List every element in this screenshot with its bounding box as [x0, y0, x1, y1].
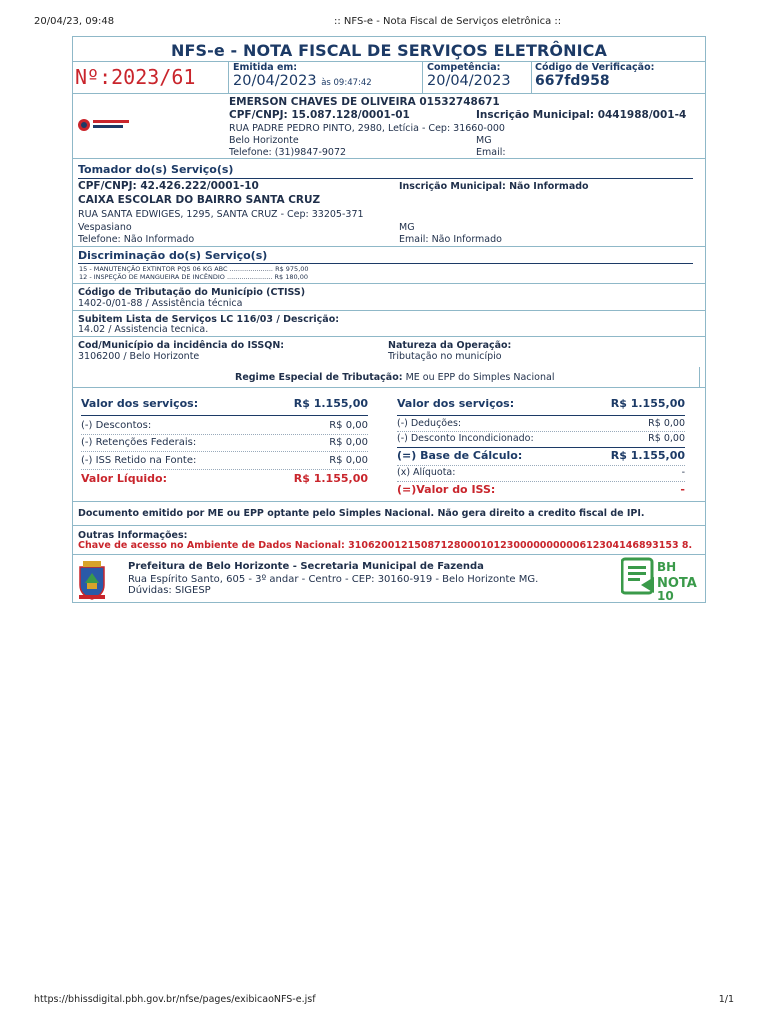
- divider: [699, 367, 700, 387]
- discriminacao-section-title: Discriminação do(s) Serviço(s): [78, 249, 268, 262]
- divider: [73, 501, 705, 502]
- desconto-incond-label: (-) Desconto Incondicionado:: [397, 433, 534, 444]
- natureza-value: Tributação no município: [388, 351, 502, 362]
- divider: [73, 310, 705, 311]
- valores-left: [81, 389, 368, 495]
- bh-logo-text-3: 10: [657, 589, 674, 601]
- prestador-uf: MG: [476, 135, 492, 146]
- subitem-value: 14.02 / Assistencia tecnica.: [78, 324, 209, 335]
- emitida-label: Emitida em:: [233, 62, 298, 73]
- tomador-uf: MG: [399, 222, 415, 233]
- divider: [73, 283, 705, 284]
- bh-logo-text-1: BH: [657, 560, 677, 574]
- aliquota-value: -: [681, 467, 685, 478]
- print-datetime: 20/04/23, 09:48: [34, 16, 115, 27]
- bh-logo-text-2: NOTA: [657, 576, 697, 591]
- outras-label: Outras Informações:: [78, 530, 188, 541]
- tomador-inscricao: Inscrição Municipal: Não Informado: [399, 181, 589, 192]
- divider: [422, 61, 423, 93]
- row-underline: [81, 469, 368, 470]
- natureza-label: Natureza da Operação:: [388, 340, 512, 351]
- ctiss-label: Código de Tributação do Município (CTISS): [78, 287, 306, 298]
- emitida-date: 20/04/2023: [233, 73, 317, 89]
- tomador-address: RUA SANTA EDWIGES, 1295, SANTA CRUZ - Cep: 33205-371: [78, 209, 364, 220]
- deducoes-label: (-) Deduções:: [397, 418, 462, 429]
- footer-org: Prefeitura de Belo Horizonte - Secretaria Municipal de Fazenda: [128, 561, 484, 572]
- footer-duvidas: Dúvidas: SIGESP: [128, 585, 211, 596]
- divider: [73, 387, 705, 388]
- bh-nota-10-logo: [621, 557, 703, 601]
- service-line-2: 12 - INSPEÇÃO DE MANGUEIRA DE INCÊNDIO ...................... R$ 180,00: [79, 273, 308, 281]
- tomador-section-title: Tomador do(s) Serviço(s): [78, 163, 234, 176]
- retencoes-label: (-) Retenções Federais:: [81, 437, 197, 448]
- prestador-address: RUA PADRE PEDRO PINTO, 2980, Letícia - Cep: 31660-000: [229, 123, 505, 134]
- codigo-verificacao-value: 667fd958: [535, 73, 610, 89]
- row-underline: [397, 431, 685, 432]
- tomador-name: CAIXA ESCOLAR DO BAIRRO SANTA CRUZ: [78, 194, 321, 206]
- descontos-label: (-) Descontos:: [81, 420, 152, 431]
- divider: [73, 525, 705, 526]
- prestador-email: Email:: [476, 147, 506, 158]
- issqn-label: Cod/Município da incidência do ISSQN:: [78, 340, 285, 351]
- valor-iss-value: -: [680, 483, 685, 496]
- valor-iss-label: (=)Valor do ISS:: [397, 483, 496, 496]
- print-page-number: 1/1: [718, 994, 734, 1005]
- prestador-name: EMERSON CHAVES DE OLIVEIRA 01532748671: [229, 96, 500, 108]
- emitida-time: às 09:47:42: [321, 78, 372, 88]
- tomador-email: Email: Não Informado: [399, 234, 502, 245]
- section-underline: [78, 263, 693, 264]
- footer-address: Rua Espírito Santo, 605 - 3º andar - Centro - CEP: 30160-919 - Belo Horizonte MG.: [128, 574, 539, 585]
- divider: [73, 93, 705, 94]
- descontos-value: R$ 0,00: [329, 420, 368, 431]
- valores-right: [397, 389, 685, 495]
- tomador-cpf: CPF/CNPJ: 42.426.222/0001-10: [78, 180, 259, 192]
- deducoes-value: R$ 0,00: [648, 418, 685, 429]
- divider: [531, 61, 532, 93]
- print-page-title: :: NFS-e - Nota Fiscal de Serviços eletrônica ::: [334, 16, 562, 27]
- prestador-logo: [77, 117, 131, 133]
- prestador-inscricao: Inscrição Municipal: 0441988/001-4: [476, 109, 687, 121]
- valor-liquido-label: Valor Líquido:: [81, 472, 168, 485]
- row-underline: [81, 434, 368, 435]
- prestador-city: Belo Horizonte: [229, 135, 299, 146]
- competencia-value: 20/04/2023: [427, 73, 511, 89]
- issqn-value: 3106200 / Belo Horizonte: [78, 351, 200, 362]
- valor-servicos-label: Valor dos serviços:: [397, 397, 515, 410]
- divider: [228, 61, 229, 93]
- nfse-document: [72, 36, 706, 603]
- row-underline: [397, 481, 685, 482]
- divider: [73, 246, 705, 247]
- row-underline: [81, 451, 368, 452]
- regime-label: Regime Especial de Tributação:: [235, 372, 403, 383]
- prestador-cpf: CPF/CNPJ: 15.087.128/0001-01: [229, 109, 410, 121]
- ctiss-value: 1402-0/01-88 / Assistência técnica: [78, 298, 243, 309]
- codigo-verificacao-label: Código de Verificação:: [535, 62, 655, 73]
- chave-acesso: Chave de acesso no Ambiente de Dados Nacional: 31062001215087128000101230000000000612304146893153 8.: [78, 540, 693, 551]
- divider: [73, 336, 705, 337]
- subitem-label: Subitem Lista de Serviços LC 116/03 / Descrição:: [78, 314, 340, 325]
- regime-tributacao: [235, 372, 554, 383]
- base-calculo-label: (=) Base de Cálculo:: [397, 449, 523, 462]
- print-url: https://bhissdigital.pbh.gov.br/nfse/pages/exibicaoNFS-e.jsf: [34, 994, 316, 1005]
- base-calculo-value: R$ 1.155,00: [610, 449, 685, 462]
- row-underline: [397, 415, 685, 416]
- section-underline: [78, 178, 693, 179]
- aliquota-label: (x) Alíquota:: [397, 467, 456, 478]
- divider: [73, 158, 705, 159]
- iss-retido-value: R$ 0,00: [329, 455, 368, 466]
- prestador-telefone: Telefone: (31)9847-9072: [229, 147, 347, 158]
- retencoes-value: R$ 0,00: [329, 437, 368, 448]
- valor-liquido-value: R$ 1.155,00: [293, 472, 368, 485]
- valor-servicos-value: R$ 1.155,00: [293, 397, 368, 410]
- row-underline: [397, 465, 685, 466]
- iss-retido-label: (-) ISS Retido na Fonte:: [81, 455, 197, 466]
- tomador-telefone: Telefone: Não Informado: [78, 234, 195, 245]
- valor-servicos-label: Valor dos serviços:: [81, 397, 199, 410]
- document-title: NFS-e - NOTA FISCAL DE SERVIÇOS ELETRÔNICA: [171, 41, 607, 60]
- brasao-bh-icon: [77, 559, 107, 601]
- desconto-incond-value: R$ 0,00: [648, 433, 685, 444]
- valor-servicos-value: R$ 1.155,00: [610, 397, 685, 410]
- divider: [73, 554, 705, 555]
- row-underline: [81, 415, 368, 416]
- emitida-value: [233, 73, 372, 89]
- tomador-city: Vespasiano: [78, 222, 132, 233]
- competencia-label: Competência:: [427, 62, 501, 73]
- service-line-1: 15 - MANUTENÇÃO EXTINTOR PQS 06 KG ABC ..................... R$ 975,00: [79, 265, 309, 273]
- invoice-number: Nº:2023/61: [75, 65, 196, 89]
- row-underline: [397, 447, 685, 448]
- simples-note: Documento emitido por ME ou EPP optante pelo Simples Nacional. Não gera direito a credito fiscal de IPI.: [78, 508, 645, 519]
- regime-value: ME ou EPP do Simples Nacional: [405, 372, 555, 383]
